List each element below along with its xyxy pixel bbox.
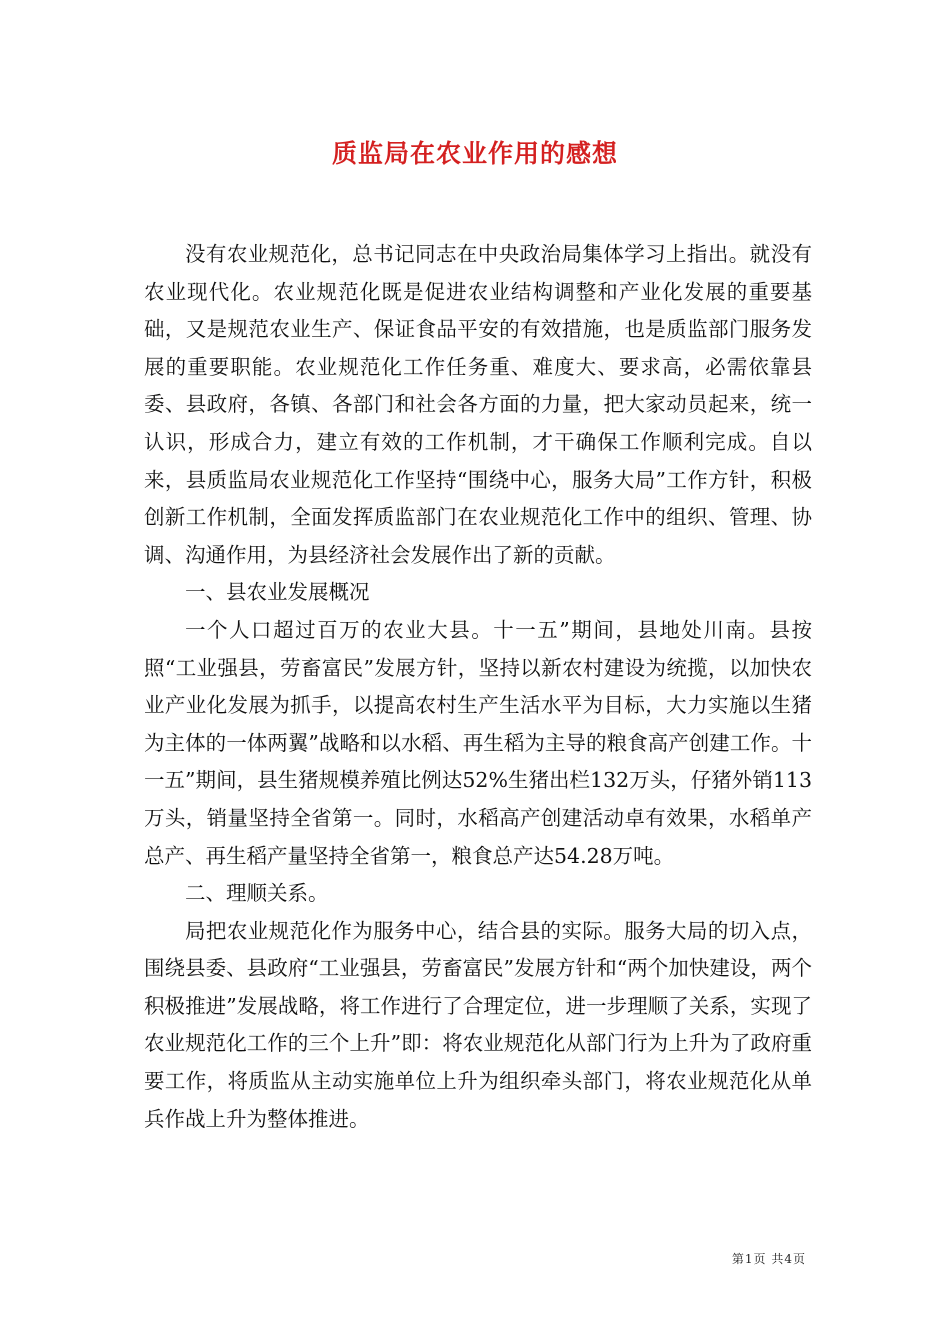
paragraph-overview: 一个人口超过百万的农业大县。十一五”期间，县地处川南。县按照“工业强县，劳畜富民”发展方针，坚持以新农村建设为统揽，以加快农业产业化发展为抓手，以提高农村生产生活水平为目标，大力实施以生猪为主体的一体两翼”战略和以水稻、再生稻为主导的粮食高产创建工作。十一五”期间，县生猪规模养殖比例达52%生猪出栏132万头，仔猪外销113万头，销量坚持全省第一。同时，水稻高产创建活动卓有效果，水稻单产总产、再生稻产量坚持全省第一，粮食总产达54.28万吨。 [144, 617, 812, 868]
section-heading-2: 二、理顺关系。 [185, 881, 329, 906]
document-body [144, 236, 812, 1138]
paragraph-intro: 没有农业规范化，总书记同志在中央政治局集体学习上指出。就没有农业现代化。农业规范化既是促进农业结构调整和产业化发展的重要基础，又是规范农业生产、保证食品平安的有效措施，也是质监部门服务发展的重要职能。农业规范化工作任务重、难度大、要求高，必需依靠县委、县政府，各镇、各部门和社会各方面的力量，把大家动员起来，统一认识，形成合力，建立有效的工作机制，才干确保工作顺利完成。自以来，县质监局农业规范化工作坚持“围绕中心，服务大局”工作方针，积极创新工作机制，全面发挥质监部门在农业规范化工作中的组织、管理、协调、沟通作用，为县经济社会发展作出了新的贡献。 [144, 242, 812, 567]
section-heading-1: 一、县农业发展概况 [185, 580, 370, 605]
paragraph-relations: 局把农业规范化作为服务中心，结合县的实际。服务大局的切入点，围绕县委、县政府“工业强县，劳畜富民”发展方针和“两个加快建设，两个积极推进”发展战略，将工作进行了合理定位，进一步理顺了关系，实现了农业规范化工作的三个上升”即：将农业规范化从部门行为上升为了政府重要工作，将质监从主动实施单位上升为组织牵头部门，将农业规范化从单兵作战上升为整体推进。 [144, 918, 812, 1131]
document-title: 质监局在农业作用的感想 [331, 139, 618, 168]
page-number: 第1页 共4页 [731, 1252, 806, 1266]
